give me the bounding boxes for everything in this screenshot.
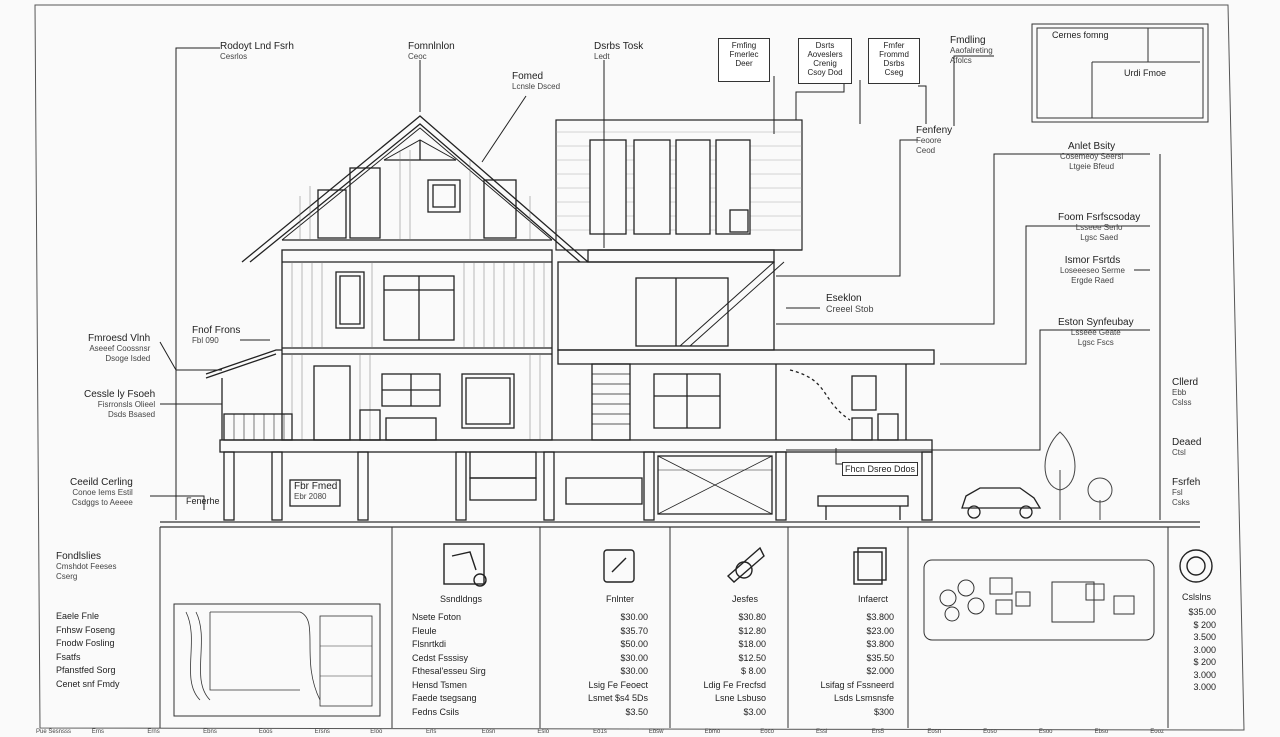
table-cell: $ 8.00 [740, 666, 766, 676]
edge-line: Ebb [1172, 388, 1187, 397]
panel-icon [854, 548, 886, 584]
table-cell: 3.000 [1193, 644, 1216, 655]
siding-icon [444, 544, 486, 586]
inset-title: Cernes fomng [1052, 30, 1109, 40]
legend-item: Fnodw Fosling [56, 638, 115, 648]
callout-left-2 [84, 390, 155, 420]
table-cell: $30.80 [738, 612, 766, 622]
column-header: Ssndldngs [440, 594, 483, 604]
legend-item: Cenet snf Fmdy [56, 678, 120, 689]
callout-title: Fomed [512, 71, 544, 82]
table-cell: $2.000 [866, 666, 894, 676]
callout-sub: Dsreo Ddos [867, 464, 916, 474]
box-line: Csoy Dod [807, 68, 843, 77]
footer-tick: Eoco [760, 729, 774, 735]
table-cell: $300 [873, 706, 894, 717]
legend-item: Fnhsw Foseng [56, 624, 116, 635]
tool-icon [728, 548, 764, 582]
table-cell: 3.000 [1193, 682, 1216, 692]
callout-line: Lgsc Saed [1080, 233, 1119, 242]
table-cell: $35.00 [1188, 607, 1216, 617]
legend-header [56, 552, 116, 582]
footer-tick: Eooz [1150, 729, 1164, 735]
table-cell: $12.50 [738, 652, 766, 663]
callout-sub: Ceoc [408, 52, 427, 61]
callout-left-3 [70, 478, 133, 508]
footer-tick: Eloo [370, 729, 383, 735]
footer-tick: Erls [426, 729, 437, 735]
callout-sub: Fbl 090 [192, 336, 219, 345]
callout-title: Fbr Fmed [294, 481, 338, 492]
table-cell: Lsig Fe Feoect [588, 679, 648, 690]
callout-title: Fomnlnlon [408, 41, 455, 52]
column-infaerct [800, 611, 894, 719]
callout-roofing [950, 36, 993, 66]
callout-line: Ergde Raed [1071, 276, 1114, 285]
legend-title: Fondlslies [56, 551, 102, 562]
callout-porch [192, 326, 240, 346]
table-cell: $30.00 [620, 652, 648, 663]
table-cell: $18.00 [738, 639, 766, 649]
table-cell: Ldig Fe Frecfsd [703, 679, 766, 690]
box-line: Aoveslers [807, 50, 843, 59]
table-cell: $3.800 [866, 612, 894, 622]
footer-tick: Ebsw [648, 729, 664, 735]
column-header: Fnlnter [606, 594, 635, 604]
callout-deck-tank [594, 42, 643, 62]
column-header: Infaerct [858, 594, 889, 604]
callout-sub: Feoore [916, 136, 942, 145]
callout-left-1 [88, 334, 150, 364]
callout-sub: Aaofalreting [950, 46, 993, 55]
footer-tick: Essi [816, 729, 828, 735]
callout-sub: Ceod [916, 146, 936, 155]
callout-line: Lsseee Geate [1070, 328, 1121, 337]
gauge-icon [1180, 550, 1212, 582]
footer-tick: Eosn [481, 729, 496, 735]
callout-title: Dsrbs Tosk [594, 41, 644, 52]
schedule-table-grid [160, 527, 1168, 728]
box-line: Deer [735, 59, 753, 68]
callout-patio [842, 462, 918, 476]
table-cell: $12.80 [738, 625, 766, 636]
callout-title: Anlet Bsity [1067, 141, 1116, 152]
table-cell: Nsete Foton [412, 612, 462, 622]
callout-title: Cessle ly Fsoeh [84, 389, 156, 400]
column-siding [412, 611, 486, 719]
table-cell: $23.00 [866, 625, 894, 636]
table-cell: $ 200 [1193, 657, 1216, 667]
callout-box-dsrts [798, 38, 852, 84]
footer-tick: Eslo [537, 729, 550, 735]
callout-right-3 [1060, 256, 1125, 286]
table-cell: 3.500 [1193, 632, 1216, 642]
callout-roof-deck [220, 42, 294, 62]
callout-line: Dsds Bsased [108, 410, 156, 419]
callout-title: Foom Fsrfscsoday [1058, 212, 1141, 223]
right-edge-1 [1172, 378, 1198, 408]
table-cell: $35.50 [866, 652, 894, 663]
table-cell: Lsmet $s4 5Ds [587, 693, 648, 703]
callout-line: Conoe Iems Estil [72, 488, 133, 497]
callout-left-4: Fenerhe [186, 496, 220, 506]
callout-frame [512, 72, 560, 92]
callout-title: Eston Synfeubay [1058, 317, 1134, 328]
footer-tick: Eosn [927, 729, 942, 735]
callout-title: Fmdling [950, 35, 986, 46]
legend-line: Cmshdot Feeses [56, 562, 117, 571]
callout-title: Ceeild Cerling [70, 477, 133, 488]
callout-line: Dsoge Isded [105, 354, 151, 363]
callout-sub: Ledt [594, 52, 610, 61]
table-cell: $35.70 [620, 625, 648, 636]
box-line: Fmfer [883, 41, 905, 50]
column-jesfes [680, 611, 766, 719]
callout-garage [294, 482, 337, 502]
callout-title: Eseklon [826, 293, 862, 304]
footer-tick: Ebso [1094, 729, 1109, 735]
callout-line: Csdggs to Aeeee [71, 498, 133, 507]
table-cell: Fedns Csils [412, 706, 460, 717]
column-totals [1176, 606, 1216, 694]
table-cell: Flsnrtkdi [412, 639, 447, 649]
materials-samples-icon [940, 578, 1134, 622]
callout-title: Fmroesd Vlnh [88, 333, 151, 344]
footer-tick: Ebns [203, 729, 217, 735]
callout-line: Fisrronsls Olieel [97, 400, 156, 409]
legend-item: Fsatfs [56, 651, 81, 662]
callout-foundation [408, 42, 455, 62]
callout-box-fmfer [868, 38, 920, 84]
callout-right-4 [1058, 318, 1134, 348]
footer-tick: Ersns [314, 729, 330, 735]
box-line: Fmerlec [729, 50, 759, 59]
legend-line: Cserg [56, 572, 78, 581]
table-cell: $ 200 [1193, 619, 1216, 630]
edge-title: Cllerd [1172, 377, 1199, 388]
legend-item: Eaele Fnle [56, 611, 100, 621]
callout-line: Lgsc Fscs [1077, 338, 1114, 347]
box-line: Dsrbs [883, 59, 905, 68]
callout-line: Aseeef Coossnsr [89, 344, 151, 353]
box-line: Cseg [884, 68, 904, 77]
legend-item: Pfanstfed Sorg [56, 665, 116, 675]
legend-list [56, 610, 120, 691]
window-icon [604, 550, 634, 582]
footer-tick: Ebmo [704, 729, 721, 735]
footer-tick: Erns [91, 729, 105, 735]
table-cell: Lsne Lsbuso [714, 693, 766, 703]
callout-line: Loseeeseo Serme [1060, 266, 1125, 275]
table-cell: Lsifag sf Fssneerd [820, 679, 894, 690]
totals-header: Cslslns [1182, 592, 1212, 602]
box-line: Frommd [879, 50, 909, 59]
table-cell: $50.00 [620, 639, 648, 649]
table-cell: Fthesal'esseu Sirg [412, 666, 486, 676]
edge-title: Fsrfeh [1172, 477, 1201, 488]
table-cell: $30.00 [620, 666, 648, 676]
callout-title: Fhcn [845, 464, 866, 474]
callout-title: Rodoyt Lnd Fsrh [220, 41, 294, 52]
callout-right-1 [1060, 142, 1123, 172]
callout-sub: Creeel Stob [826, 304, 874, 314]
footer-tick: Eoos [258, 729, 273, 735]
callout-sub: Lcnsle Dsced [512, 82, 561, 91]
table-cell: Fleule [412, 625, 437, 636]
ground-line [160, 522, 1200, 527]
edge-line: Cslss [1172, 398, 1192, 407]
column-interior [558, 611, 648, 719]
house [206, 116, 1040, 520]
tree [1045, 432, 1112, 520]
callout-title: Fenfeny [916, 125, 953, 136]
column-header: Jesfes [732, 594, 759, 604]
footer-tick: Erns [147, 729, 160, 735]
box-line: Fmfing [731, 41, 757, 50]
callout-line: Lsseee Serlo [1075, 223, 1123, 232]
leader-lines [150, 48, 1160, 520]
edge-line: Csks [1172, 498, 1190, 507]
table-cell: Cedst Fsssisy [412, 652, 469, 663]
footer-tick: Esoo [1038, 729, 1053, 735]
footer-scale [36, 729, 1206, 737]
table-cell: $30.00 [620, 612, 648, 622]
callout-line: Ltgeie Bfeud [1069, 162, 1115, 171]
table-cell: Faede tsegsang [412, 693, 477, 703]
callout-line: Cosemeoy Seersl [1060, 152, 1124, 161]
table-cell: $3.00 [743, 706, 766, 717]
box-line: Dsrts [815, 41, 835, 50]
table-cell: 3.000 [1193, 669, 1216, 680]
edge-line: Fsl [1172, 488, 1183, 497]
right-edge-3 [1172, 478, 1200, 508]
box-line: Crenig [813, 59, 837, 68]
footer-tick: Ers5 [871, 729, 885, 735]
callout-mid [826, 294, 874, 314]
footer-tick: Pue Sesnsss [36, 729, 72, 735]
table-cell: Lsds Lsmsnsfe [833, 693, 894, 703]
edge-line: Ctsl [1172, 448, 1186, 457]
callout-sub: Cesrlos [220, 52, 248, 61]
callout-box-framing [718, 38, 770, 82]
callout-title: Ismor Fsrtds [1064, 255, 1121, 266]
callout-penetry [916, 126, 952, 156]
footer-tick: Eo1s [593, 729, 607, 735]
table-cell: Hensd Tsmen [412, 679, 467, 690]
right-edge-2 [1172, 438, 1201, 458]
edge-title: Deaed [1172, 437, 1202, 448]
inset-right-label: Urdi Fmoe [1124, 68, 1167, 78]
footer-tick: Eoso [983, 729, 997, 735]
table-cell: $3.50 [625, 706, 648, 717]
callout-sub: Ebr 2080 [294, 492, 327, 501]
table-cell: $3.800 [866, 639, 894, 649]
callout-sub: Afolcs [950, 56, 972, 65]
callout-right-2 [1058, 213, 1140, 243]
callout-title: Fnof Frons [192, 325, 241, 336]
